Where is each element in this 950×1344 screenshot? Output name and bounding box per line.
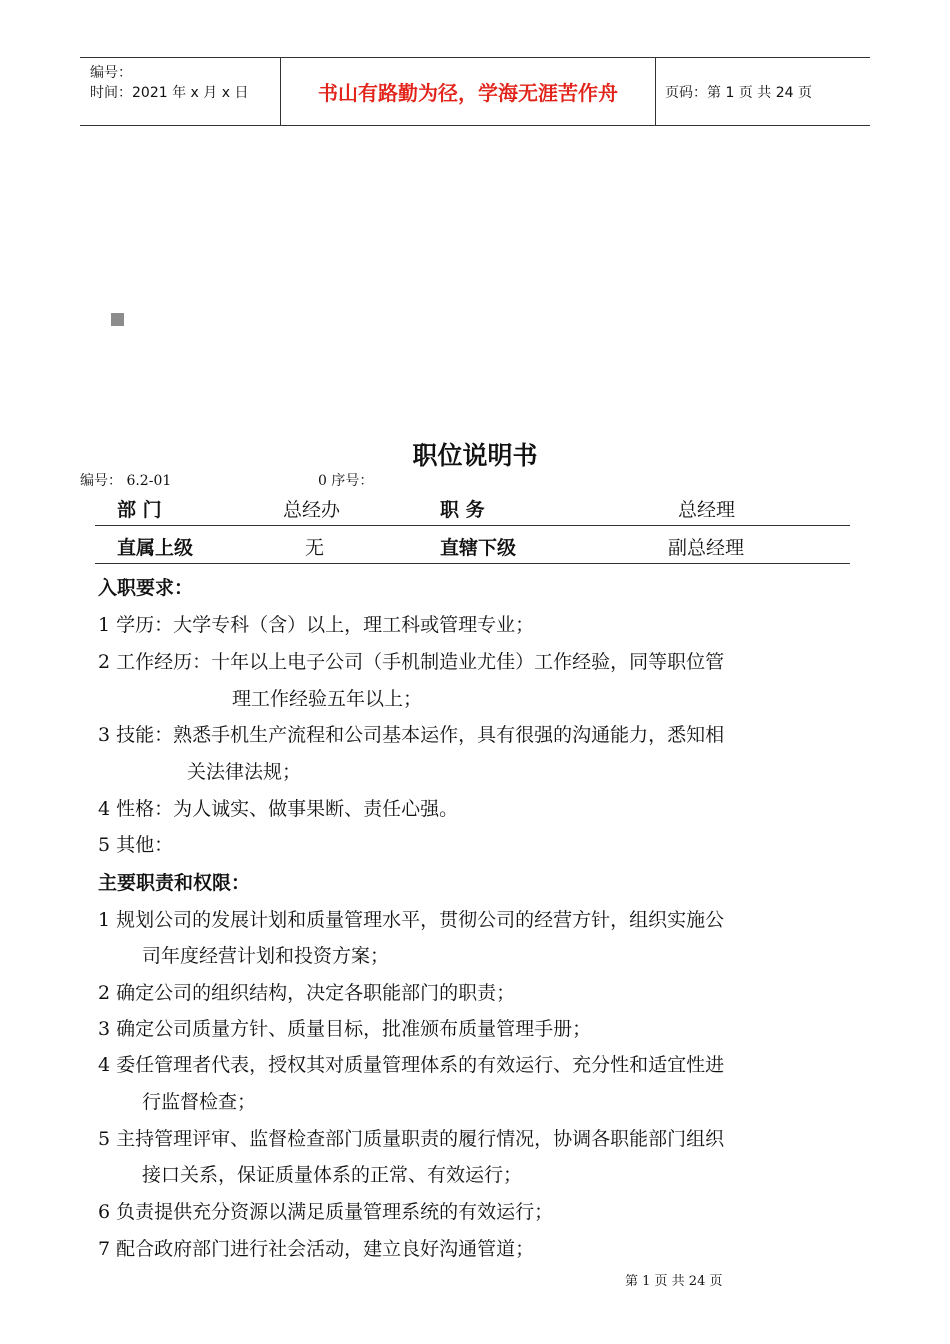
header-page-info: 页码：第 1 页 共 24 页 [665, 84, 812, 101]
info-row-department [95, 489, 850, 526]
header-motto: 书山有路勤为径，学海无涯苦作舟 [280, 58, 656, 125]
duty-line: 行监督检查； [142, 1091, 257, 1113]
page-header [80, 57, 870, 126]
header-time: 时间：2021 年 x 月 x 日 [90, 85, 249, 101]
superior-label: 直属上级 [117, 537, 194, 559]
department-value: 总经办 [283, 499, 341, 521]
header-number-label: 编号： [90, 65, 132, 81]
header-meta [80, 58, 280, 125]
subordinate-label: 直辖下级 [440, 537, 517, 559]
requirement-line: 2 工作经历：十年以上电子公司（手机制造业尤佳）工作经验，同等职位管 [98, 651, 725, 673]
duty-line: 5 主持管理评审、监督检查部门质量职责的履行情况，协调各职能部门组织 [98, 1128, 725, 1150]
page-footer: 第 1 页 共 24 页 [625, 1274, 723, 1289]
document-title: 职位说明书 [412, 441, 538, 470]
doc-number: 编号： 6.2-01 [80, 473, 172, 489]
requirement-line: 1 学历：大学专科（含）以上，理工科或管理专业； [98, 614, 535, 636]
square-bullet-icon [111, 313, 124, 326]
requirement-line: 4 性格：为人诚实、做事果断、责任心强。 [98, 798, 459, 820]
info-row-reporting [95, 527, 850, 564]
duty-line: 2 确定公司的组织结构，决定各职能部门的职责； [98, 982, 516, 1004]
duty-line: 接口关系，保证质量体系的正常、有效运行； [142, 1164, 523, 1186]
duty-line: 3 确定公司质量方针、质量目标，批准颁布质量管理手册； [98, 1018, 592, 1040]
doc-sequence: 0 序号： [318, 473, 374, 489]
requirement-line: 3 技能：熟悉手机生产流程和公司基本运作，具有很强的沟通能力，悉知相 [98, 724, 725, 746]
duty-line: 6 负责提供充分资源以满足质量管理系统的有效运行； [98, 1201, 554, 1223]
superior-value: 无 [305, 537, 325, 559]
position-value: 总经理 [678, 499, 736, 521]
subordinate-value: 副总经理 [668, 537, 745, 559]
requirement-line: 5 其他： [98, 834, 174, 856]
duty-line: 7 配合政府部门进行社会活动，建立良好沟通管道； [98, 1238, 535, 1260]
department-label: 部 门 [117, 499, 162, 521]
duties-heading: 主要职责和权限： [98, 872, 251, 894]
duty-line: 4 委任管理者代表，授权其对质量管理体系的有效运行、充分性和适宜性进 [98, 1054, 725, 1076]
duty-line: 司年度经营计划和投资方案； [142, 945, 390, 967]
requirement-line: 关法律法规； [187, 761, 302, 783]
duty-line: 1 规划公司的发展计划和质量管理水平，贯彻公司的经营方针，组织实施公 [98, 909, 725, 931]
position-label: 职 务 [440, 499, 485, 521]
requirements-heading: 入职要求： [98, 577, 194, 599]
requirement-line: 理工作经验五年以上； [232, 688, 423, 710]
